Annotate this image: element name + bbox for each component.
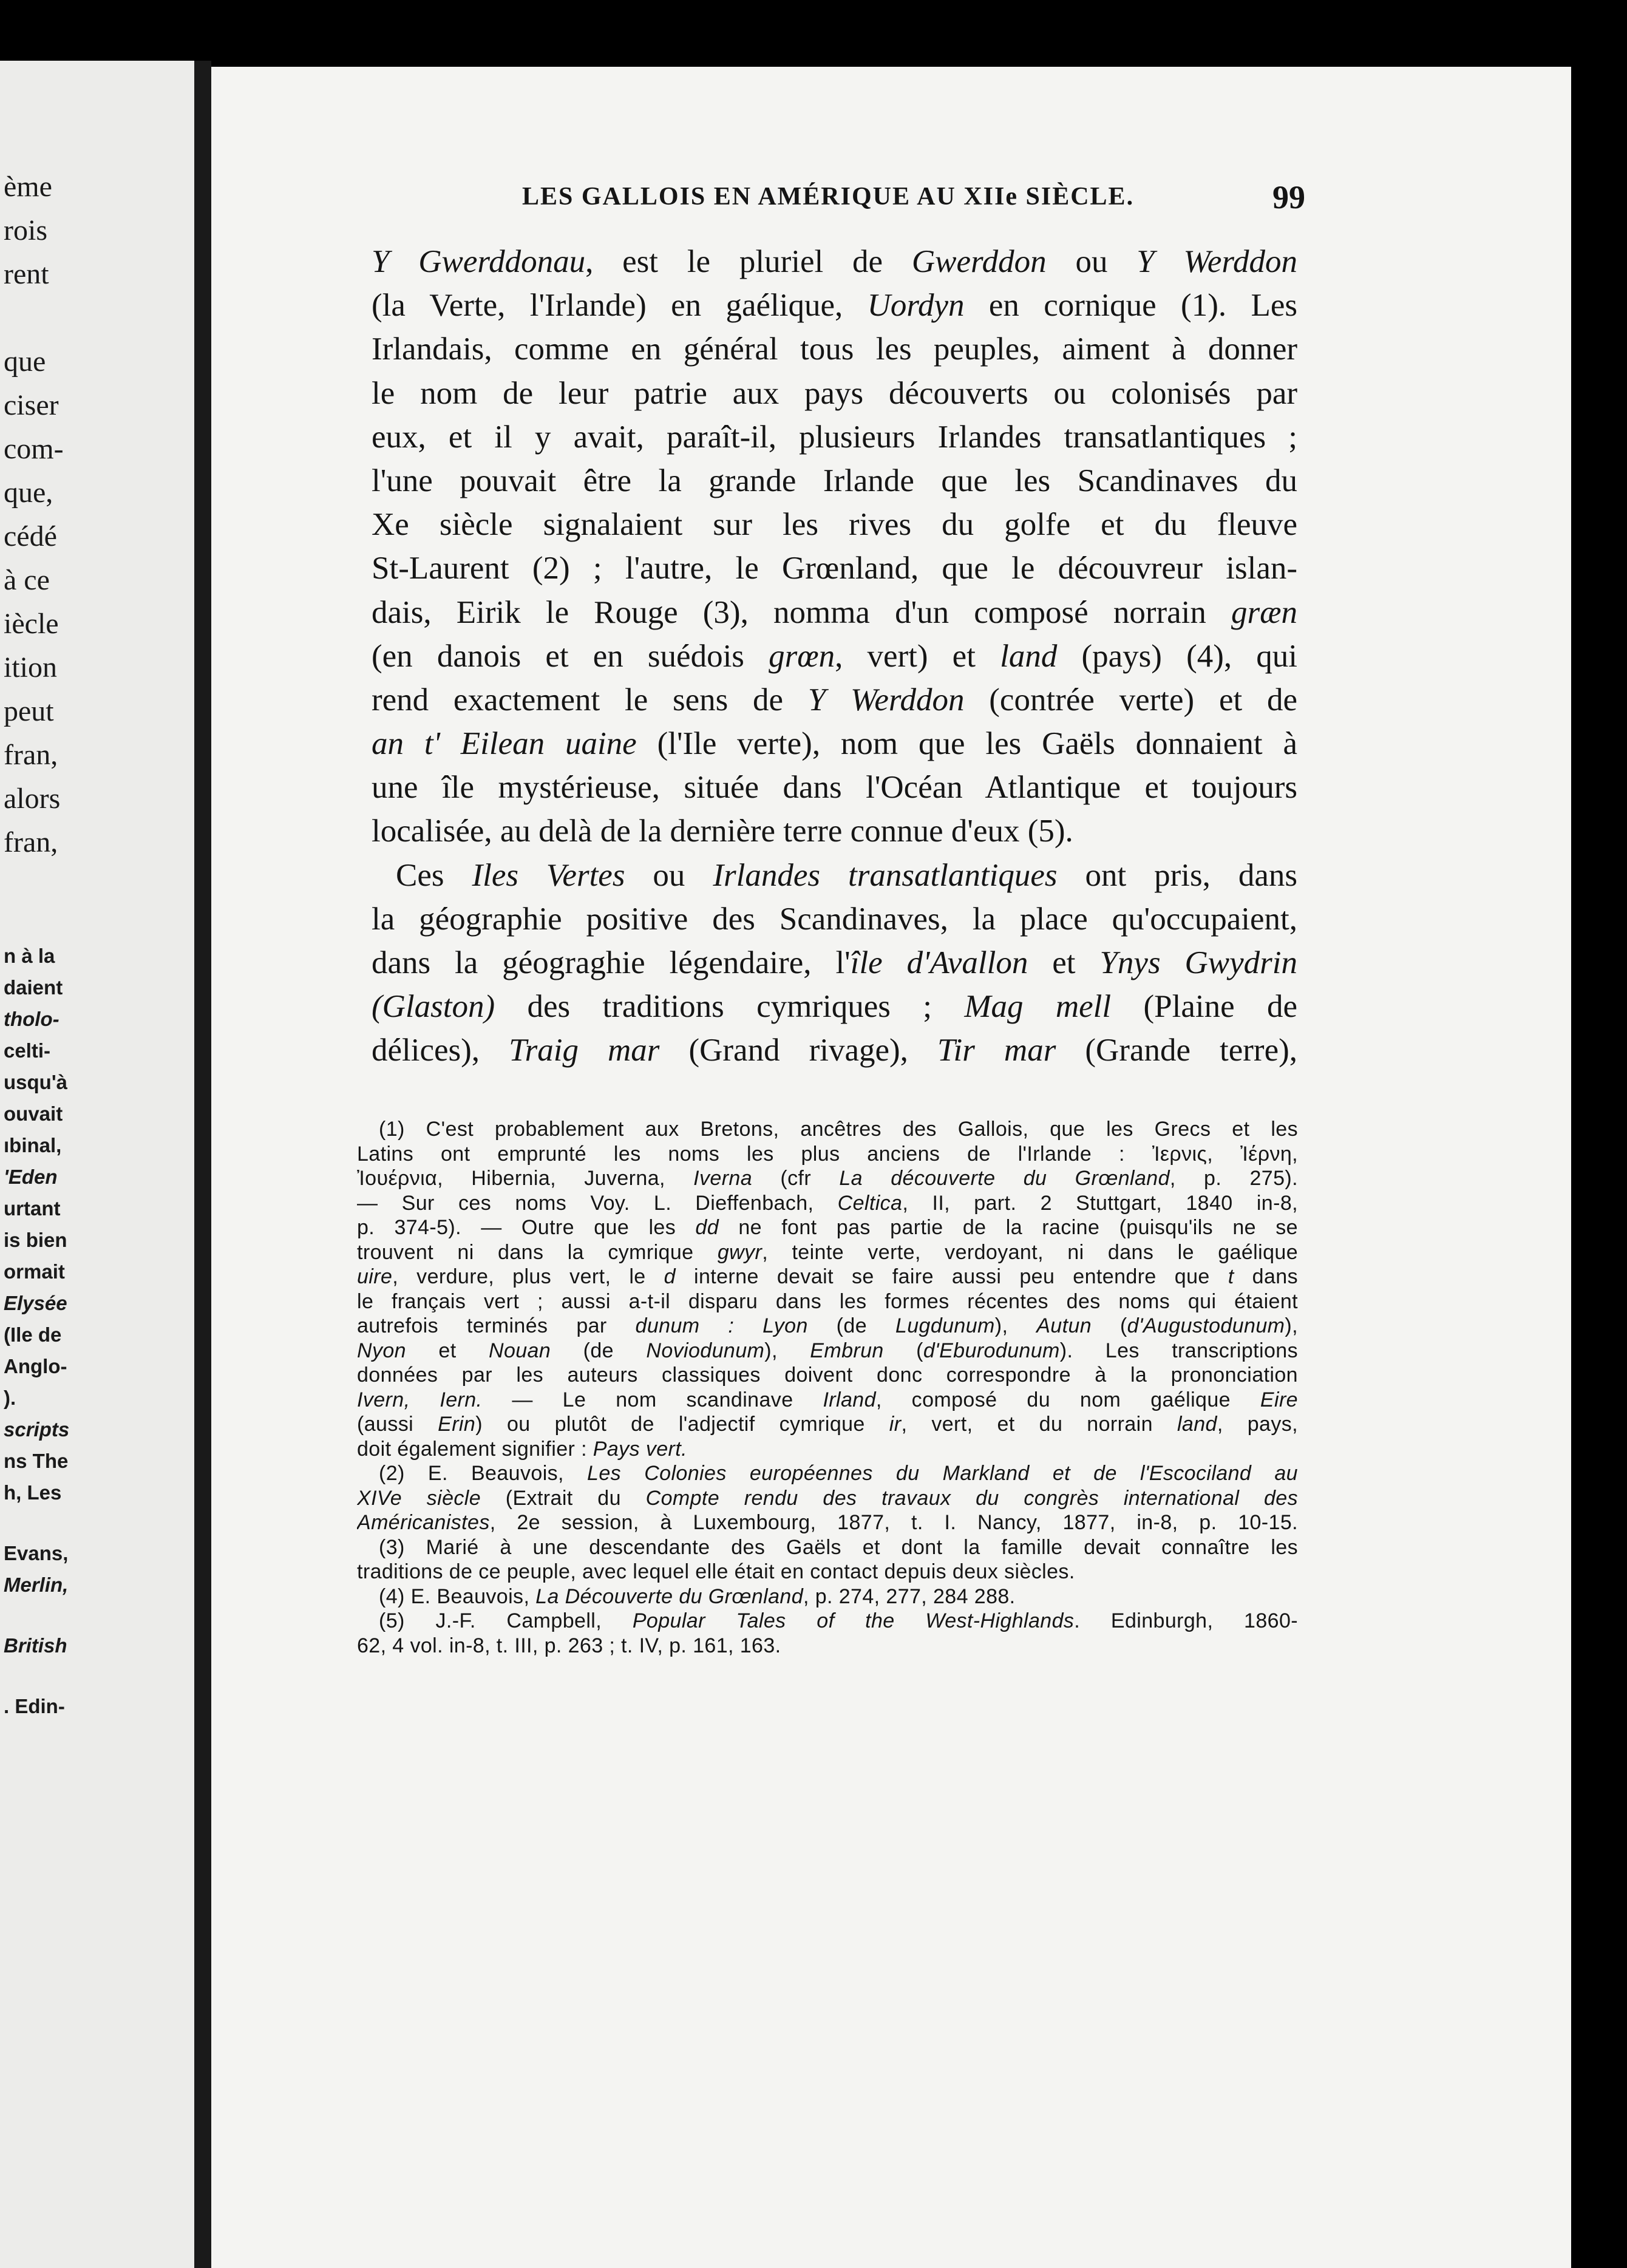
- text-segment: (Grande terre),: [1056, 1033, 1297, 1068]
- text-segment: — Le nom scandinave: [482, 1388, 823, 1411]
- facing-page-line: peut: [4, 695, 54, 727]
- italic-segment: land: [1000, 638, 1058, 674]
- italic-segment: Nouan: [488, 1339, 551, 1362]
- text-segment: ) ou plutôt de l'adjectif cymrique: [475, 1413, 889, 1436]
- italic-segment: Iles Vertes: [472, 857, 625, 893]
- text-segment: ),: [994, 1314, 1037, 1337]
- italic-segment: Y Werddon: [1136, 244, 1297, 279]
- text-segment: traditions de ce peuple, avec lequel elle était en contact depuis deux siècles.: [357, 1560, 1075, 1583]
- text-segment: ou: [1046, 244, 1137, 279]
- footnote-line: [357, 1289, 1298, 1314]
- italic-segment: dunum : Lyon: [635, 1314, 808, 1337]
- italic-segment: Y Werddon: [807, 682, 965, 718]
- facing-page-line: fran,: [4, 826, 58, 858]
- italic-segment: Traig mar: [509, 1033, 660, 1068]
- body-line: [372, 897, 1297, 941]
- facing-page-line: daient: [4, 976, 63, 999]
- italic-segment: græn: [1231, 594, 1297, 630]
- footnote-line: [357, 1437, 1298, 1462]
- italic-segment: gwyr: [717, 1240, 763, 1264]
- italic-segment: île d'Avallon: [850, 945, 1028, 980]
- body-line: [372, 459, 1297, 503]
- italic-segment: Mag mell: [964, 989, 1112, 1025]
- text-segment: interne devait se faire aussi peu entendre que: [675, 1265, 1228, 1288]
- italic-segment: Pays vert.: [593, 1437, 687, 1461]
- facing-page-line: ème: [4, 171, 52, 203]
- italic-segment: Irlandes transatlantiques: [713, 857, 1058, 893]
- facing-page-line: que,: [4, 477, 53, 509]
- text-segment: Ces: [396, 857, 472, 893]
- text-segment: — Sur ces noms Voy. L. Dieffenbach,: [357, 1191, 838, 1215]
- footnote-line: [357, 1363, 1298, 1388]
- footnote-line: [357, 1215, 1298, 1240]
- italic-segment: dd: [695, 1216, 719, 1239]
- text-segment: ),: [764, 1339, 810, 1362]
- text-segment: Xe siècle signalaient sur les rives du golfe et du fleuve: [372, 507, 1297, 543]
- text-segment: le français vert ; aussi a-t-il disparu dans les formes récentes des noms qui étaient: [357, 1289, 1298, 1313]
- text-segment: (cfr: [752, 1167, 840, 1190]
- facing-page-line: Anglo-: [4, 1355, 67, 1377]
- text-segment: et: [1028, 945, 1100, 980]
- text-segment: , p. 275).: [1169, 1167, 1298, 1190]
- italic-segment: ir: [889, 1413, 902, 1436]
- body-line: [372, 503, 1297, 546]
- text-segment: , est le pluriel de: [585, 244, 912, 279]
- text-segment: autrefois terminés par: [357, 1314, 636, 1337]
- footnote-line: [357, 1117, 1298, 1142]
- footnote-line: [357, 1388, 1298, 1413]
- text-segment: ont pris, dans: [1057, 857, 1297, 893]
- footnote-line: [357, 1609, 1298, 1634]
- body-line: [372, 415, 1297, 459]
- italic-segment: land: [1177, 1413, 1217, 1436]
- body-line: [372, 678, 1297, 722]
- text-segment: localisée, au delà de la dernière terre connue d'eux (5).: [372, 813, 1073, 849]
- text-segment: Irlandais, comme en général tous les peuples, aiment à donner: [372, 331, 1297, 367]
- italic-segment: Américanistes: [357, 1511, 490, 1534]
- text-segment: une île mystérieuse, située dans l'Océan Atlantique et toujours: [372, 770, 1297, 806]
- facing-page-line: cédé: [4, 520, 57, 552]
- text-segment: trouvent ni dans la cymrique: [357, 1240, 718, 1264]
- text-segment: (Extrait du: [481, 1486, 646, 1510]
- footnote-line: [357, 1560, 1298, 1584]
- italic-segment: Nyon: [357, 1339, 406, 1362]
- footnote-line: [357, 1486, 1298, 1511]
- facing-page-line: ition: [4, 651, 58, 684]
- text-segment: (contrée verte) et de: [964, 682, 1297, 718]
- text-segment: (l'Ile verte), nom que les Gaëls donnaient à: [636, 726, 1297, 762]
- footnote-line: [357, 1240, 1298, 1265]
- text-segment: dais, Eirik le Rouge (3), nomma d'un composé norrain: [372, 594, 1232, 630]
- facing-page-line: rent: [4, 258, 49, 290]
- page-number: 99: [1272, 179, 1305, 216]
- facing-page-line: 'Eden: [4, 1166, 58, 1188]
- italic-segment: La Découverte du Grœnland: [535, 1584, 804, 1608]
- body-line: [372, 591, 1297, 634]
- text-segment: dans: [1234, 1265, 1298, 1288]
- italic-segment: Lugdunum: [895, 1314, 995, 1337]
- text-segment: le nom de leur patrie aux pays découverts ou colonisés par: [372, 375, 1297, 411]
- italic-segment: Eire: [1260, 1388, 1298, 1411]
- text-segment: (de: [807, 1314, 895, 1337]
- facing-page-line: ouvait: [4, 1102, 63, 1125]
- italic-segment: d'Eburodunum: [923, 1339, 1060, 1362]
- footnote-line: [357, 1339, 1298, 1363]
- facing-page-line: rois: [4, 214, 47, 246]
- text-segment: la géographie positive des Scandinaves, la place qu'occupaient,: [372, 901, 1297, 937]
- body-line: [372, 766, 1297, 809]
- facing-page-fragment: [0, 61, 194, 2268]
- italic-segment: Iverna: [693, 1167, 753, 1190]
- italic-segment: d: [664, 1265, 676, 1288]
- text-segment: , teinte verte, verdoyant, ni dans le gaélique: [762, 1240, 1298, 1264]
- facing-page-line: usqu'à: [4, 1071, 68, 1093]
- text-segment: , verdure, plus vert, le: [392, 1265, 664, 1288]
- facing-page-line: Merlin,: [4, 1574, 69, 1596]
- footnote-line: [357, 1461, 1298, 1486]
- text-segment: en cornique (1). Les: [964, 288, 1297, 324]
- facing-page-line: n à la: [4, 945, 55, 967]
- facing-page-line: ıbinal,: [4, 1134, 62, 1156]
- footnote-line: [357, 1265, 1298, 1289]
- footnote-line: [357, 1142, 1298, 1167]
- text-segment: (Grand rivage),: [659, 1033, 937, 1068]
- facing-page-line: iècle: [4, 608, 59, 640]
- text-segment: (1) C'est probablement aux Bretons, ancêtres des Gallois, que les Grecs et les: [379, 1118, 1298, 1141]
- body-line: [372, 722, 1297, 766]
- italic-segment: (Glaston): [372, 989, 495, 1025]
- italic-segment: an t' Eilean uaine: [372, 726, 637, 762]
- italic-segment: Uordyn: [867, 288, 965, 324]
- text-segment: (Plaine de: [1111, 989, 1297, 1025]
- body-line: [372, 809, 1297, 853]
- italic-segment: t: [1228, 1265, 1234, 1288]
- text-segment: , composé du nom gaélique: [875, 1388, 1260, 1411]
- italic-segment: uire: [357, 1265, 393, 1288]
- italic-segment: Ivern, Iern.: [357, 1388, 483, 1411]
- body-line: [372, 985, 1297, 1028]
- text-segment: , vert) et: [835, 638, 1000, 674]
- text-segment: , vert, et du norrain: [901, 1413, 1177, 1436]
- text-segment: délices),: [372, 1033, 509, 1068]
- italic-segment: Popular Tales of the West-Highlands: [632, 1609, 1075, 1632]
- facing-page-line: urtant: [4, 1197, 61, 1220]
- text-segment: . Edinburgh, 1860-: [1074, 1609, 1298, 1632]
- body-line: [372, 284, 1297, 327]
- text-segment: (2) E. Beauvois,: [379, 1462, 588, 1485]
- facing-page-line: Evans,: [4, 1542, 69, 1564]
- italic-segment: Celtica: [837, 1191, 903, 1215]
- facing-page-line: is bien: [4, 1229, 67, 1251]
- facing-page-line: tholo-: [4, 1008, 59, 1030]
- facing-page-line: ormait: [4, 1260, 65, 1283]
- body-line: [372, 372, 1297, 415]
- facing-page-line: ciser: [4, 389, 59, 421]
- text-segment: ne font pas partie de la racine (puisqu'ils ne se: [719, 1216, 1298, 1239]
- text-segment: , 2e session, à Luxembourg, 1877, t. I. Nancy, 1877, in-8, p. 10-15.: [489, 1511, 1298, 1534]
- text-segment: doit également signifier :: [357, 1437, 593, 1461]
- facing-page-line: scripts: [4, 1418, 70, 1441]
- text-segment: des traditions cymriques ;: [495, 989, 965, 1025]
- body-line: [372, 941, 1297, 985]
- text-segment: ). Les transcriptions: [1059, 1339, 1298, 1362]
- text-segment: (: [883, 1339, 923, 1362]
- text-segment: , II, part. 2 Stuttgart, 1840 in-8,: [902, 1191, 1298, 1215]
- text-segment: eux, et il y avait, paraît-il, plusieurs Irlandes transatlantiques ;: [372, 419, 1297, 455]
- italic-segment: Ynys Gwydrin: [1099, 945, 1297, 980]
- text-segment: ou: [625, 857, 713, 893]
- italic-segment: d'Augustodunum: [1127, 1314, 1285, 1337]
- italic-segment: Noviodunum: [646, 1339, 765, 1362]
- footnote-line: [357, 1191, 1298, 1216]
- italic-segment: Erin: [438, 1413, 476, 1436]
- footnote-line: [357, 1510, 1298, 1535]
- facing-page-line: fran,: [4, 739, 58, 771]
- facing-page-line: à ce: [4, 564, 50, 596]
- italic-segment: Autun: [1036, 1314, 1092, 1337]
- italic-segment: Y Gwerddonau: [372, 244, 586, 279]
- italic-segment: Tir mar: [937, 1033, 1056, 1068]
- footnote-line: [357, 1535, 1298, 1560]
- italic-segment: XIVe siècle: [357, 1486, 481, 1510]
- text-segment: (: [1092, 1314, 1127, 1337]
- text-segment: (3) Marié à une descendante des Gaëls et dont la famille devait connaître les: [379, 1535, 1298, 1559]
- facing-page-line: Elysée: [4, 1292, 67, 1314]
- text-segment: (la Verte, l'Irlande) en gaélique,: [372, 288, 868, 324]
- text-segment: (4) E. Beauvois,: [379, 1584, 536, 1608]
- text-segment: , pays,: [1217, 1413, 1298, 1436]
- text-segment: (de: [551, 1339, 647, 1362]
- facing-page-line: com-: [4, 433, 64, 465]
- facing-page-line: ).: [4, 1387, 16, 1409]
- text-segment: données par les auteurs classiques doivent donc correspondre à la prononciation: [357, 1363, 1298, 1387]
- body-line: [372, 854, 1297, 897]
- footnote-line: [357, 1166, 1298, 1191]
- running-head: LES GALLOIS EN AMÉRIQUE AU XIIe SIÈCLE.: [522, 183, 1135, 211]
- footnote-line: [357, 1412, 1298, 1437]
- italic-segment: Gwerddon: [911, 244, 1047, 279]
- body-line: [372, 240, 1297, 284]
- body-text: [372, 240, 1297, 1073]
- body-line: [372, 327, 1297, 371]
- facing-page-line: ns The: [4, 1450, 69, 1472]
- footnote-line: [357, 1634, 1298, 1659]
- body-line: [372, 546, 1297, 590]
- facing-page-line: celti-: [4, 1039, 51, 1062]
- page-header: [522, 179, 1305, 219]
- italic-segment: Irland: [823, 1388, 876, 1411]
- body-line: [372, 1028, 1297, 1072]
- text-segment: l'une pouvait être la grande Irlande que les Scandinaves du: [372, 463, 1297, 498]
- text-segment: (pays) (4), qui: [1057, 638, 1297, 674]
- text-segment: et: [406, 1339, 489, 1362]
- facing-page-line: que: [4, 345, 46, 378]
- footnote-line: [357, 1314, 1298, 1339]
- italic-segment: grœn: [769, 638, 835, 674]
- footnote-line: [357, 1584, 1298, 1609]
- text-segment: p. 374-5). — Outre que les: [357, 1216, 696, 1239]
- footnotes: [357, 1117, 1298, 1658]
- text-segment: Ἰουέρνια, Hibernia, Juverna,: [357, 1167, 694, 1190]
- italic-segment: Embrun: [810, 1339, 884, 1362]
- body-line: [372, 634, 1297, 678]
- italic-segment: Les Colonies européennes du Markland et de l'Escociland au: [587, 1462, 1298, 1485]
- facing-page-line: (Ile de: [4, 1323, 62, 1346]
- text-segment: (aussi: [357, 1413, 438, 1436]
- text-segment: dans la géograghie légendaire, l': [372, 945, 851, 980]
- italic-segment: La découverte du Grœnland: [839, 1167, 1170, 1190]
- text-segment: rend exactement le sens de: [372, 682, 808, 718]
- facing-page-line: alors: [4, 783, 61, 815]
- page-gutter: [194, 61, 211, 2268]
- scan-border: [1571, 67, 1627, 2268]
- text-segment: (5) J.-F. Campbell,: [379, 1609, 633, 1632]
- facing-page-line: h, Les: [4, 1481, 62, 1504]
- text-segment: ),: [1285, 1314, 1298, 1337]
- facing-page-line: British: [4, 1634, 67, 1657]
- text-segment: Latins ont emprunté les noms les plus anciens de l'Irlande : Ἰερνις, Ἰέρνη,: [357, 1142, 1298, 1166]
- facing-page-line: . Edin-: [4, 1695, 65, 1717]
- italic-segment: Compte rendu des travaux du congrès international des: [645, 1486, 1298, 1510]
- text-segment: (en danois et en suédois: [372, 638, 769, 674]
- text-segment: St-Laurent (2) ; l'autre, le Grœnland, que le découvreur islan-: [372, 551, 1297, 586]
- text-segment: 62, 4 vol. in-8, t. III, p. 263 ; t. IV, p. 161, 163.: [357, 1634, 781, 1657]
- text-segment: , p. 274, 277, 284 288.: [803, 1584, 1016, 1608]
